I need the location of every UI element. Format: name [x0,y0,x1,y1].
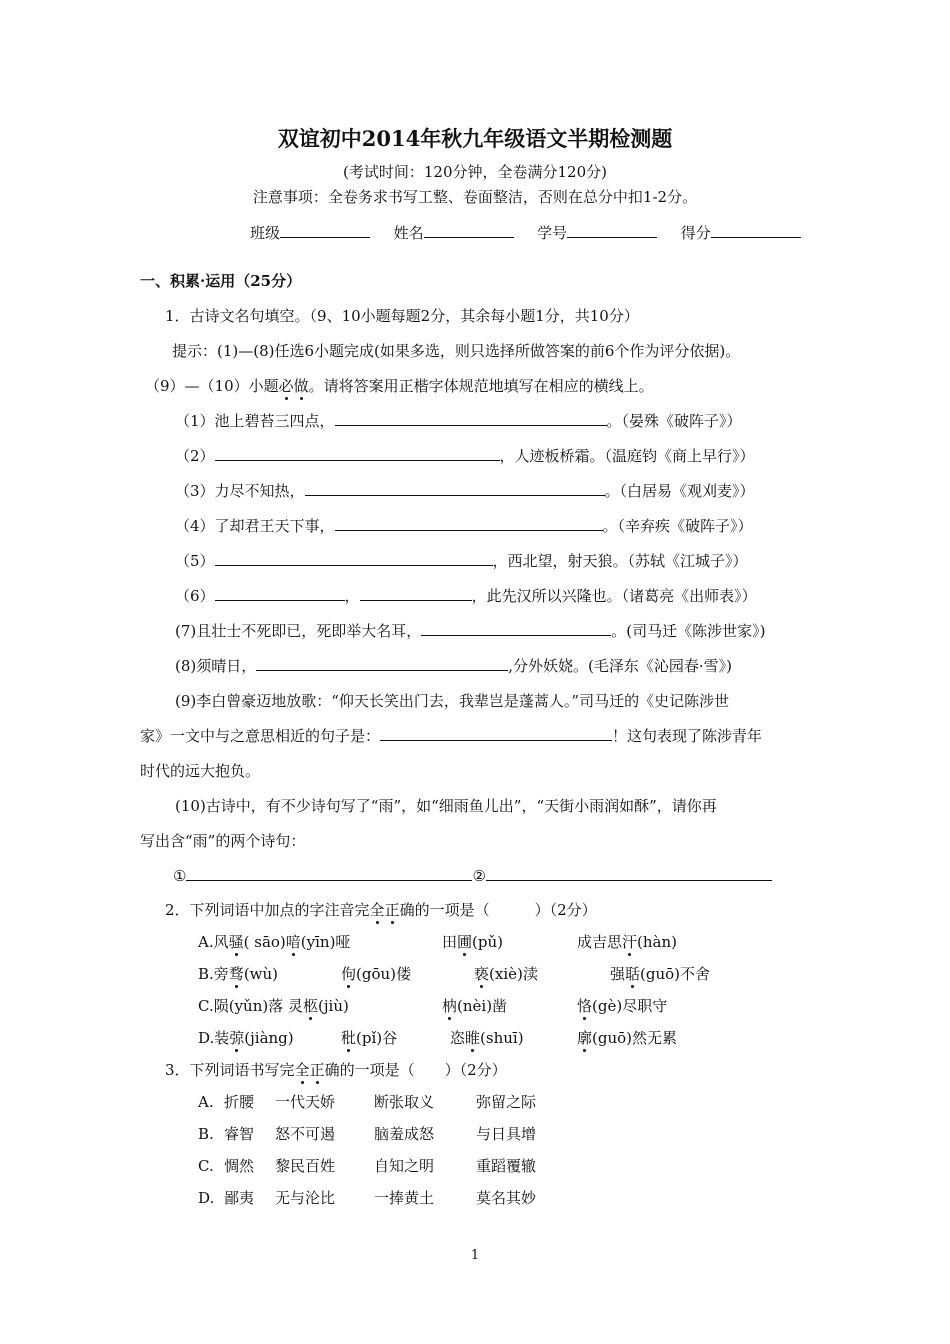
q2-option-d-part4: 廓(guō)然无累 [577,1029,678,1047]
answer-blank[interactable] [186,866,472,881]
score-blank[interactable] [711,223,801,238]
name-blank[interactable] [424,223,514,238]
q1-item-7: (7)且壮士不死即已，死即举大名耳， 。(司马迁《陈涉世家》) [175,622,766,640]
answer-blank[interactable] [215,586,345,601]
q1-item-8: (8)须晴日， ,分外妖娆。(毛泽东《沁园春·雪》) [175,657,732,675]
q2-option-b-part4: 强聒(guō)不舍 [610,965,711,983]
q2-option-d-part3: 恣睢(shuī) [450,1029,524,1047]
q2-option-b-part2: 佝(gōu)偻 [341,965,412,983]
q1-item-10-answers: ① ② [173,866,772,886]
class-label: 班级 [250,224,281,242]
q1-item-5: （5） ，西北望，射天狼。（苏轼《江城子》） [175,552,748,570]
student-id-blank[interactable] [567,223,657,238]
name-label: 姓名 [393,224,424,242]
q2-option-d[interactable]: D.装弶(jiàng) [198,1029,294,1047]
q1-item-1: （1）池上碧苔三四点， 。（晏殊《破阵子》） [175,412,742,430]
q1-item-2: （2） ，人迹板桥霜。（温庭钧《商上早行》） [175,447,755,465]
answer-blank[interactable] [215,551,493,566]
question-1-hint-line2: （9）—（10）小题必做。请将答案用正楷字体规范地填写在相应的横线上。 [145,377,654,395]
q2-option-b[interactable]: B.旁骛(wù) [198,965,279,983]
answer-blank[interactable] [305,481,605,496]
answer-blank[interactable] [380,726,612,741]
exam-info: (考试时间：120分钟，全卷满分120分) [343,163,607,181]
q3-option-a[interactable]: A. 折腰 一代天娇 断张取义 弥留之际 [198,1093,537,1111]
student-id-label: 学号 [537,224,568,242]
q3-option-c[interactable]: C. 惆然 黎民百姓 自知之明 重蹈覆辙 [198,1157,537,1175]
answer-blank[interactable] [335,411,607,426]
q1-item-9-line3: 时代的远大抱负。 [140,762,261,780]
q2-option-c[interactable]: C.陨(yǔn)落 灵柩(jiù) [198,997,349,1015]
q1-item-6: （6） ， ，此先汉所以兴隆也。（诸葛亮《出师表》） [175,587,757,605]
answer-blank[interactable] [360,586,472,601]
q3-option-d[interactable]: D. 鄙夷 无与沦比 一捧黄土 莫名其妙 [198,1189,537,1207]
q3-option-b[interactable]: B. 睿智 怒不可遏 脑羞成怒 与日具增 [198,1125,537,1143]
student-info-row [250,223,801,243]
page-number: 1 [470,1248,480,1263]
q1-item-4: （4）了却君王天下事， 。（辛弃疾《破阵子》） [175,517,753,535]
answer-blank[interactable] [335,516,603,531]
answer-blank[interactable] [256,656,508,671]
q2-option-a[interactable]: A.风骚( sāo)喑(yīn)哑 [198,933,351,951]
q1-item-9-line2: 家》一文中与之意思相近的句子是： ！这句表现了陈涉青年 [140,727,763,745]
notice-text: 注意事项：全卷务求书写工整、卷面整洁，否则在总分中扣1-2分。 [252,188,698,206]
answer-blank[interactable] [486,866,772,881]
question-2-stem: 2．下列词语中加点的字注音完全正确的一项是（ ）（2分） [165,901,597,919]
section-heading: 一、积累·运用（25分） [140,272,302,290]
question-1-hint: 提示：(1)—(8)任选6小题完成(如果多选，则只选择所做答案的前6个作为评分依据)。 [172,342,741,360]
answer-blank[interactable] [421,621,611,636]
q2-option-c-part2: 枘(nèi)凿 [442,997,508,1015]
q2-option-d-part2: 秕(pǐ)谷 [341,1029,398,1047]
question-1-stem: 1．古诗文名句填空。（9、10小题每题2分，其余每小题1分，共10分） [165,307,639,325]
q1-item-10-line2: 写出含“雨”的两个诗句： [140,832,306,850]
class-blank[interactable] [280,223,370,238]
q2-option-a-part3: 成吉思汗(hàn) [577,933,677,951]
q1-item-9-line1: (9)李白曾豪迈地放歌：“仰天长笑出门去，我辈岂是蓬蒿人。”司马迁的《史记陈涉世 [175,692,730,710]
question-3-stem: 3．下列词语书写完全正确的一项是（ ）（2分） [165,1061,507,1079]
q2-option-b-part3: 亵(xiè)渎 [474,965,538,983]
score-label: 得分 [680,224,711,242]
q2-option-c-part3: 恪(gè)尽职守 [577,997,668,1015]
q1-item-10-line1: (10)古诗中，有不少诗句写了“雨”，如“细雨鱼儿出”，“天街小雨润如酥”，请你再 [175,797,717,815]
q2-option-a-part2: 田圃(pǔ) [442,933,503,951]
answer-blank[interactable] [215,446,500,461]
q1-item-3: （3）力尽不知热， 。（白居易《观刈麦》） [175,482,755,500]
page-title: 双谊初中2014年秋九年级语文半期检测题 [277,126,673,151]
